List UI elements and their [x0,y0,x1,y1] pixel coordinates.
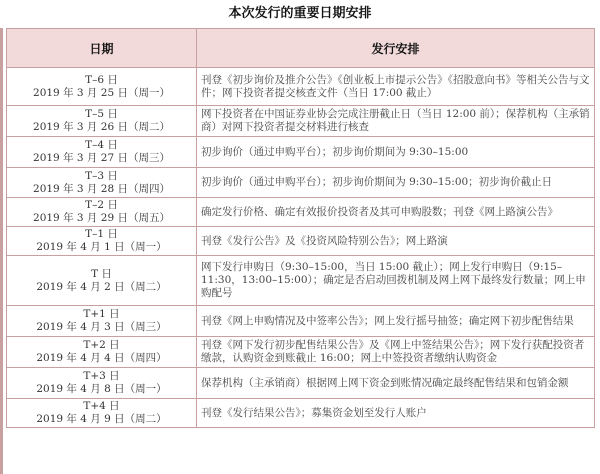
day-offset: T+3 日 [83,370,120,382]
table-row [7,337,595,368]
header-row [7,29,595,68]
calendar-date: 2019 年 4 月 8 日（周一） [36,383,167,395]
day-offset: T–2 日 [85,199,118,211]
day-offset: T+2 日 [83,339,120,351]
calendar-date: 2019 年 3 月 28 日（周四） [33,182,170,195]
plan-cell: 刊登《网上申购情况及中签率公告》；网上发行摇号抽签；确定网下初步配售结果 [197,306,595,337]
plan-cell: 刊登《发行公告》及《投资风险特别公告》；网上路演 [197,227,595,256]
plan-cell: 确定发行价格、确定有效报价投资者及其可申购股数；刊登《网上路演公告》 [197,198,595,227]
date-cell [7,68,197,106]
plan-cell: 刊登《初步询价及推介公告》《创业板上市提示公告》《招股意向书》等相关公告与文件；网下投资者提交核查文件（当日 17:00 截止） [197,68,595,106]
day-offset: T–1 日 [85,228,118,240]
plan-cell: 初步询价（通过申购平台）；初步询价期间为 9:30–15:00 [197,137,595,168]
day-offset: T 日 [91,267,112,280]
table-row [7,137,595,168]
plan-cell: 网下发行申购日（9:30–15:00，当日 15:00 截止）；网上发行申购日（9:15–11:30，13:00–15:00）；确定是否启动回拨机制及网上网下最终发行数量；网上申购配号 [197,256,595,306]
table-row [7,256,595,306]
table-row [7,198,595,227]
day-offset: T+4 日 [83,400,120,412]
table-row [7,399,595,428]
table-row [7,227,595,256]
day-offset: T+1 日 [83,308,120,320]
calendar-date: 2019 年 4 月 2 日（周二） [36,280,167,293]
date-cell [7,256,197,306]
calendar-date: 2019 年 3 月 27 日（周三） [33,152,170,164]
plan-cell: 刊登《网下发行初步配售结果公告》及《网上中签结果公告》；网下发行获配投资者缴款，认购资金到账截止 16:00；网上中签投资者缴纳认购资金 [197,337,595,368]
date-cell [7,106,197,137]
day-offset: T–4 日 [85,139,118,151]
calendar-date: 2019 年 4 月 3 日（周三） [36,321,167,333]
table-title: 本次发行的重要日期安排 [228,6,372,21]
plan-cell: 网下投资者在中国证券业协会完成注册截止日（当日 12:00 前）；保荐机构（主承销商）对网下投资者提交材料进行核查 [197,106,595,137]
date-cell [7,227,197,256]
day-offset: T–5 日 [85,108,118,120]
date-cell [7,168,197,198]
column-header-date: 日期 [7,29,197,68]
table-row [7,368,595,399]
calendar-date: 2019 年 3 月 25 日（周一） [33,86,170,99]
date-cell [7,368,197,399]
table-row [7,168,595,198]
plan-cell: 刊登《发行结果公告》；募集资金划至发行人账户 [197,399,595,428]
table-row [7,306,595,337]
date-cell [7,399,197,428]
date-cell [7,337,197,368]
calendar-date: 2019 年 3 月 26 日（周二） [33,121,170,133]
left-border-accent [0,28,3,474]
plan-cell: 初步询价（通过申购平台）；初步询价期间为 9:30–15:00；初步询价截止日 [197,168,595,198]
date-cell [7,137,197,168]
schedule-table [6,28,595,428]
calendar-date: 2019 年 4 月 9 日（周二） [36,413,167,425]
column-header-plan: 发行安排 [197,29,595,68]
calendar-date: 2019 年 4 月 1 日（周一） [36,241,167,253]
calendar-date: 2019 年 4 月 4 日（周四） [36,352,167,364]
calendar-date: 2019 年 3 月 29 日（周五） [33,212,170,224]
table-row [7,106,595,137]
day-offset: T–6 日 [85,73,118,86]
date-cell [7,198,197,227]
day-offset: T–3 日 [85,169,118,182]
table-row [7,68,595,106]
date-cell [7,306,197,337]
plan-cell: 保荐机构（主承销商）根据网上网下资金到账情况确定最终配售结果和包销金额 [197,368,595,399]
